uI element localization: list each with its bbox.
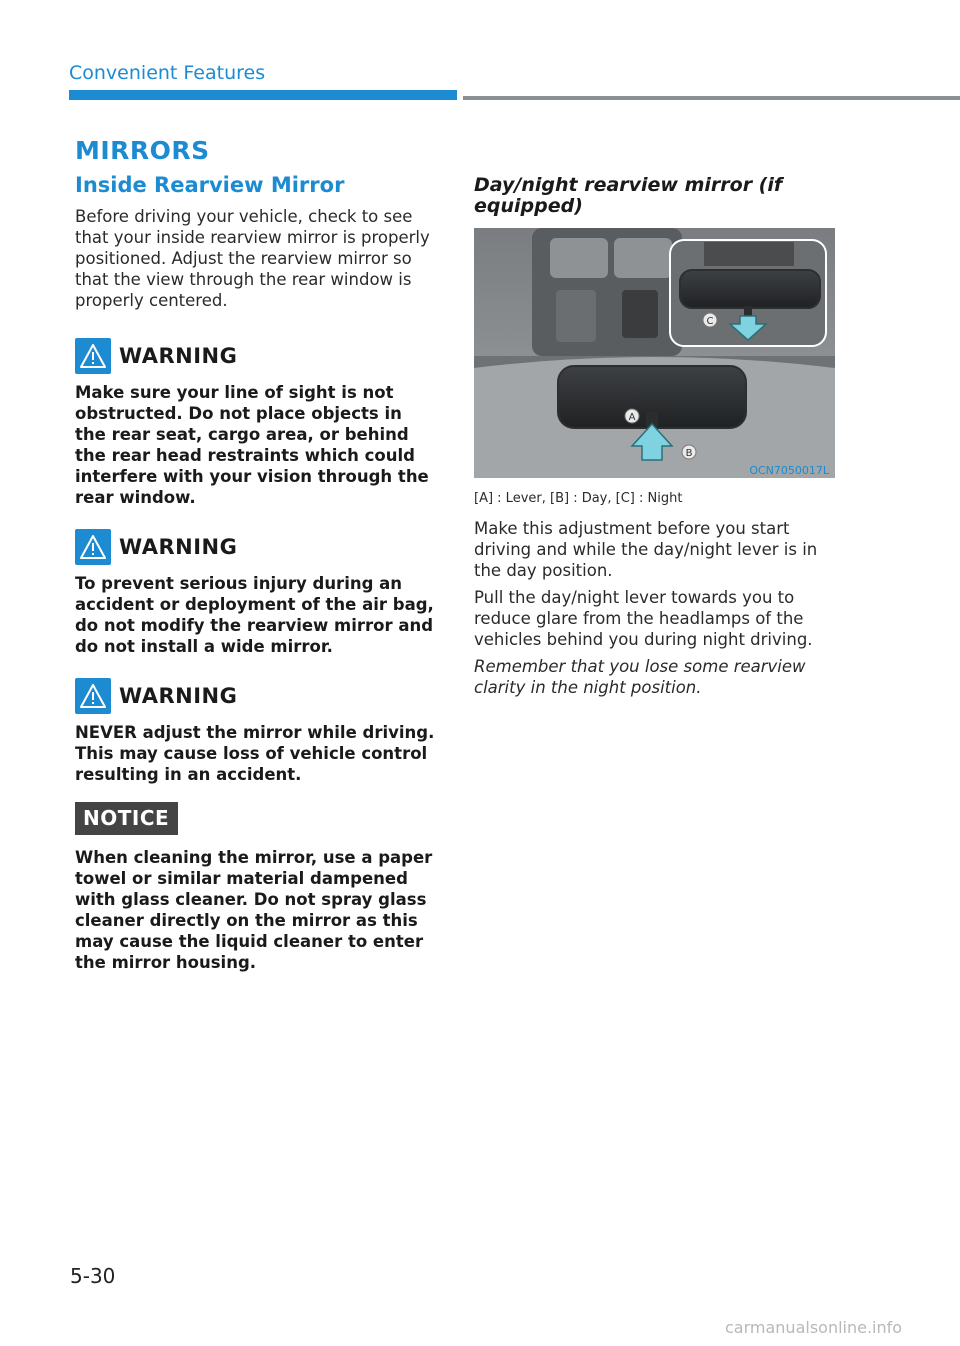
subsection-title: Inside Rearview Mirror [75,173,345,197]
warning-box-3 [75,676,435,785]
header-rule [463,96,960,100]
notice-text: When cleaning the mirror, use a paper towel or similar material dampened with glass cleaner. Do not spray glass cleaner directly on the mirror as this may cause the liquid cleaner to enter the mirror housing. [75,848,433,972]
warning-triangle-icon [75,529,111,565]
day-night-paragraph-2: Pull the day/night lever towards you to reduce glare from the headlamps of the vehicles behind you during night driving. [474,588,813,649]
day-night-body [474,518,839,704]
mirror-illustration [474,228,835,478]
figure-code: OCN7050017L [749,464,829,477]
warning-text: NEVER adjust the mirror while driving. This may cause loss of vehicle control resulting in an accident. [75,723,435,784]
intro-block [75,206,435,311]
rearview-mirror-figure [474,228,835,478]
warning-box-1 [75,336,435,508]
warning-text: Make sure your line of sight is not obstructed. Do not place objects in the rear seat, cargo area, or behind the rear head restraints which could interfere with your vision through the rear window. [75,383,429,507]
warning-label: WARNING [119,684,238,708]
warning-triangle-icon [75,678,111,714]
section-title: MIRRORS [75,136,210,165]
label-c: C [706,316,714,327]
page-number: 5-30 [70,1264,116,1288]
watermark: carmanualsonline.info [725,1318,903,1337]
figure-caption: [A] : Lever, [B] : Day, [C] : Night [474,491,683,506]
notice-badge: NOTICE [75,802,178,835]
notice-box [75,802,435,973]
header-accent-bar [69,90,457,100]
warning-triangle-icon [75,338,111,374]
header-title: Convenient Features [69,62,266,84]
label-a: A [628,412,636,423]
warning-box-2 [75,527,435,657]
intro-paragraph: Before driving your vehicle, check to see that your inside rearview mirror is properly positioned. Adjust the rearview mirror so that the view through the rear window is properly centered. [75,207,430,310]
warning-text: To prevent serious injury during an accident or deployment of the air bag, do not modify the rearview mirror and do not install a wide mirror. [75,574,434,656]
warning-label: WARNING [119,344,238,368]
day-night-paragraph-1: Make this adjustment before you start driving and while the day/night lever is in the day position. [474,519,818,580]
label-b: B [685,448,693,459]
day-night-paragraph-3: Remember that you lose some rearview clarity in the night position. [474,657,806,697]
day-night-heading: Day/night rearview mirror (if equipped) [474,174,783,217]
warning-label: WARNING [119,535,238,559]
